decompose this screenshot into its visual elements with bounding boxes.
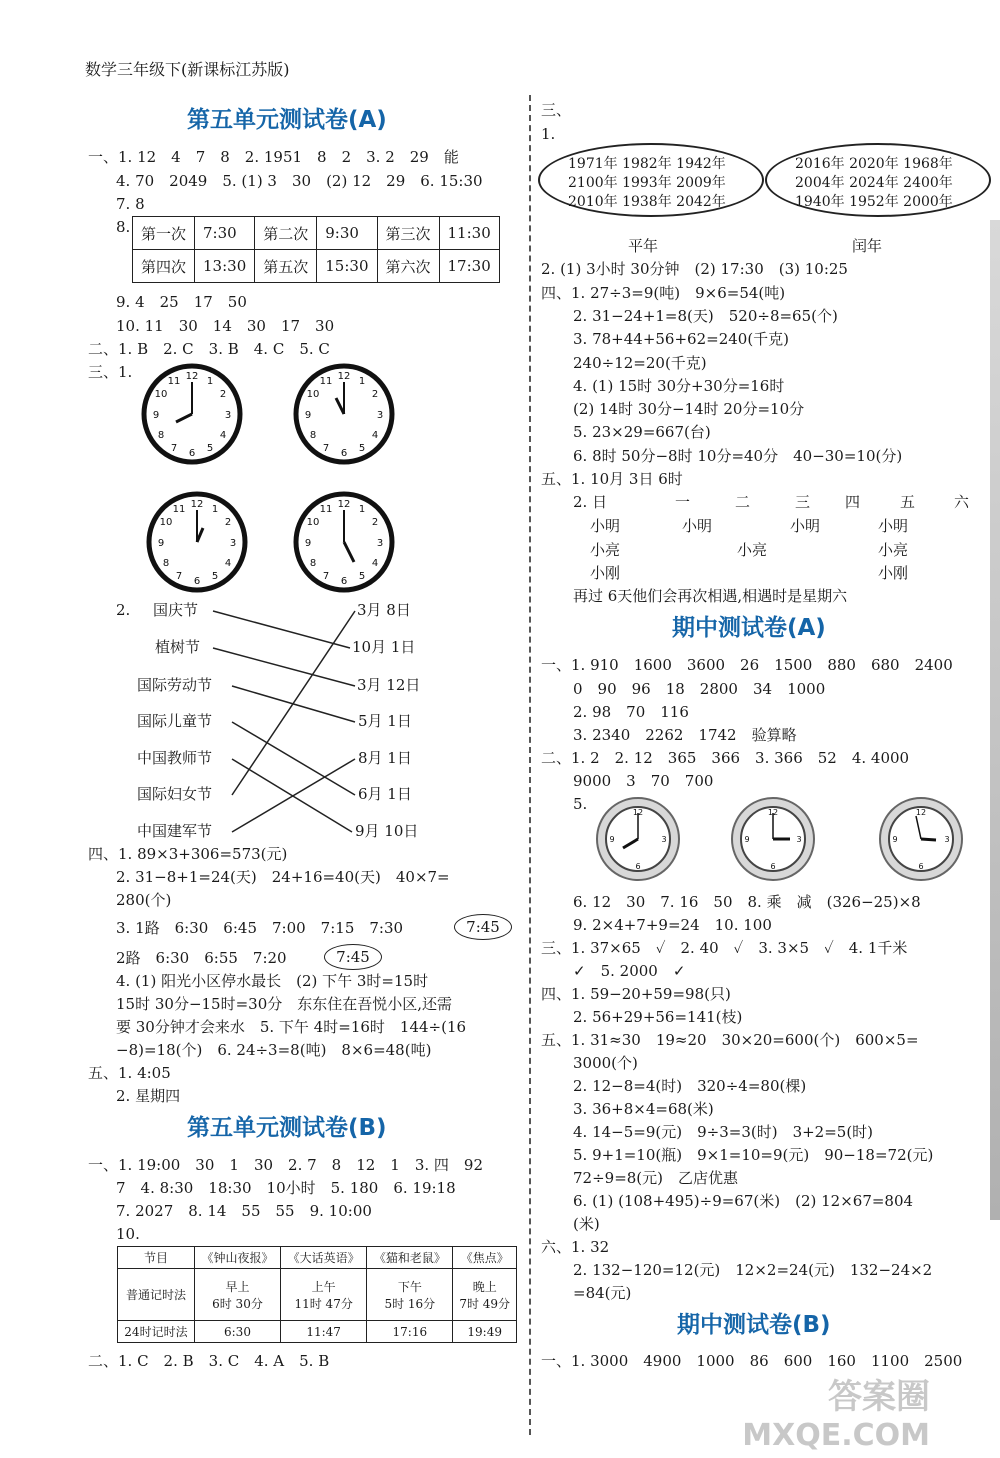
answer-line: 二、1. C 2. B 3. C 4. A 5. B: [88, 1352, 330, 1370]
answer-line: −8)=18(个) 6. 24÷3=8(吨) 8×6=48(吨): [116, 1041, 432, 1059]
answer-line: 4. (1) 15时 30分+30分=16时: [573, 377, 785, 395]
answer-line: 三、1. 37×65 ✓ 2. 40 ✓ 3. 3×5 ✓ 4. 1千米: [541, 939, 908, 957]
answer-line: 五、1. 4:05: [88, 1064, 171, 1082]
table-cell: 早上 6时 30分: [194, 1269, 280, 1321]
answer-line: 2. (1) 3小时 30分钟 (2) 17:30 (3) 10:25: [541, 260, 848, 278]
svg-text:8: 8: [309, 430, 317, 441]
clock-icon: [595, 796, 681, 882]
answer-line: 5. 23×29=667(台): [573, 423, 711, 441]
answer-line: (2) 14时 30分−14时 20分=10分: [573, 400, 805, 418]
svg-text:12: 12: [190, 499, 204, 510]
match-right-item: 9月 10日: [355, 822, 419, 840]
answer-line: 3. 36+8×4=68(米): [573, 1100, 714, 1118]
answer-line: 一、1. 19:00 30 1 30 2. 7 8 12 1 3. 四 92: [88, 1156, 483, 1174]
question-label: 2.: [116, 601, 131, 619]
svg-text:3: 3: [661, 835, 667, 844]
svg-text:12: 12: [915, 808, 927, 817]
svg-text:1: 1: [211, 504, 219, 515]
match-left-item: 中国教师节: [137, 749, 213, 767]
week-day: 四: [845, 493, 861, 511]
week-person: 小明: [790, 517, 821, 535]
answer-line: 280(个): [116, 891, 172, 909]
svg-text:11: 11: [319, 504, 333, 515]
svg-text:8: 8: [309, 558, 317, 569]
answer-line: (米): [573, 1215, 600, 1233]
table-cell: 节目: [118, 1247, 195, 1269]
week-person: 小亮: [590, 541, 621, 559]
svg-text:5: 5: [358, 443, 366, 454]
svg-text:4: 4: [224, 558, 232, 569]
question-label: 1.: [541, 125, 556, 143]
svg-text:5: 5: [211, 571, 219, 582]
answer-line: 5.: [573, 795, 588, 813]
svg-text:2: 2: [371, 517, 379, 528]
answer-line: 要 30分钟才会来水 5. 下午 4时=16时 144÷(16: [116, 1018, 467, 1036]
svg-text:10: 10: [154, 389, 168, 400]
table-cell: 《猫和老鼠》: [367, 1247, 453, 1269]
answer-line: 7. 8: [116, 195, 145, 213]
svg-text:6: 6: [340, 448, 348, 459]
answer-line: 四、1. 27÷3=9(吨) 9×6=54(吨): [541, 284, 786, 302]
answer-line: 2. 星期四: [116, 1087, 181, 1105]
svg-text:3: 3: [376, 538, 384, 549]
svg-text:7: 7: [170, 443, 178, 454]
answer-line: 2. 31−24+1=8(天) 520÷8=65(个): [573, 307, 838, 325]
svg-text:9: 9: [744, 835, 750, 844]
svg-text:8: 8: [157, 430, 165, 441]
table-cell: 第一次: [133, 217, 195, 250]
svg-text:2: 2: [371, 389, 379, 400]
circled-answer: 7:45: [454, 914, 512, 940]
match-lines: [0, 0, 530, 850]
match-right-item: 8月 1日: [358, 749, 412, 767]
answer-line: 15时 30分−15时=30分 东东住在吾悦小区,还需: [116, 995, 453, 1013]
answer-line: 10.: [116, 1225, 140, 1243]
answer-line: 4. (1) 阳光小区停水最长 (2) 下午 3时=15时: [116, 972, 429, 990]
table-cell: 6:30: [194, 1321, 280, 1343]
answer-line: 2. 56+29+56=141(枝): [573, 1008, 743, 1026]
svg-text:12: 12: [185, 371, 199, 382]
table-cell: 11:47: [281, 1321, 367, 1343]
answer-line: 6. 8时 50分−8时 10分=40分 40−30=10(分): [573, 447, 903, 465]
answer-line: 2. 31−8+1=24(天) 24+16=40(天) 40×7=: [116, 868, 450, 886]
answer-line: 3000(个): [573, 1054, 638, 1072]
svg-text:10: 10: [306, 517, 320, 528]
svg-text:11: 11: [167, 376, 181, 387]
table-cell: 24时记时法: [118, 1321, 195, 1343]
match-right-item: 3月 12日: [357, 676, 421, 694]
table-cell: 15:30: [317, 250, 377, 283]
svg-text:3: 3: [796, 835, 802, 844]
answer-line: 72÷9=8(元) 乙店优惠: [573, 1169, 739, 1187]
year-list: 1940年 1952年 2000年: [795, 194, 953, 210]
table-cell: 17:30: [439, 250, 499, 283]
svg-text:11: 11: [319, 376, 333, 387]
section-title-midterm-b: 期中测试卷(B): [677, 1312, 831, 1338]
answer-line: 2. 98 70 116: [573, 703, 689, 721]
section-title-midterm-a: 期中测试卷(A): [672, 615, 826, 641]
week-person: 小明: [590, 517, 621, 535]
answer-line: 9000 3 70 700: [573, 772, 714, 790]
svg-text:1: 1: [206, 376, 214, 387]
table-cell: 《焦点》: [453, 1247, 517, 1269]
match-right-item: 3月 8日: [357, 601, 411, 619]
time-table: [117, 1246, 517, 1343]
match-line: [232, 722, 355, 795]
answer-line: 7. 2027 8. 14 55 55 9. 10:00: [116, 1202, 372, 1220]
svg-text:7: 7: [322, 443, 330, 454]
match-left-item: 国际儿童节: [137, 712, 213, 730]
svg-text:4: 4: [371, 558, 379, 569]
svg-text:11: 11: [172, 504, 186, 515]
answer-line: 三、1.: [88, 363, 133, 381]
match-left-item: 植树节: [155, 638, 201, 656]
svg-text:12: 12: [337, 371, 351, 382]
answer-line: 9. 2×4+7+9=24 10. 100: [573, 916, 772, 934]
year-list: 2100年 1993年 2009年: [568, 175, 726, 191]
oval-label: 平年: [628, 237, 659, 255]
answer-line: 五、1. 10月 3日 6时: [541, 470, 683, 488]
table-cell: 第五次: [255, 250, 317, 283]
table-cell: 下午 5时 16分: [367, 1269, 453, 1321]
svg-text:9: 9: [892, 835, 898, 844]
page-edge: [990, 220, 1000, 1220]
svg-text:8: 8: [162, 558, 170, 569]
svg-text:3: 3: [224, 410, 232, 421]
svg-text:6: 6: [918, 862, 924, 871]
svg-text:6: 6: [193, 576, 201, 587]
answer-line: 四、1. 59−20+59=98(只): [541, 985, 731, 1003]
year-list: 1971年 1982年 1942年: [568, 156, 726, 172]
svg-text:3: 3: [376, 410, 384, 421]
table-cell: 13:30: [195, 250, 255, 283]
table-cell: 19:49: [453, 1321, 517, 1343]
svg-text:10: 10: [306, 389, 320, 400]
match-left-item: 中国建军节: [137, 822, 213, 840]
svg-text:2: 2: [224, 517, 232, 528]
answer-line: =84(元): [573, 1284, 632, 1302]
section-title-unit5-a: 第五单元测试卷(A): [187, 107, 387, 133]
clock-icon: [730, 796, 816, 882]
svg-text:6: 6: [188, 448, 196, 459]
svg-text:6: 6: [340, 576, 348, 587]
svg-text:5: 5: [358, 571, 366, 582]
week-day: 2. 日: [573, 493, 608, 511]
svg-text:6: 6: [770, 862, 776, 871]
clock-icon: [878, 796, 964, 882]
match-left-item: 国际劳动节: [137, 676, 213, 694]
svg-text:4: 4: [371, 430, 379, 441]
answer-line: 3. 1路 6:30 6:45 7:00 7:15 7:30: [116, 919, 404, 937]
week-person: 小明: [682, 517, 713, 535]
week-day: 三: [795, 493, 811, 511]
year-list: 2016年 2020年 1968年: [795, 156, 953, 172]
answer-line: 2. 12−8=4(时) 320÷4=80(棵): [573, 1077, 807, 1095]
svg-text:2: 2: [219, 389, 227, 400]
svg-text:5: 5: [206, 443, 214, 454]
svg-text:9: 9: [304, 538, 312, 549]
circled-answer: 7:45: [324, 944, 382, 970]
table-cell: 第二次: [255, 217, 317, 250]
week-person: 小亮: [737, 541, 768, 559]
match-right-item: 10月 1日: [352, 638, 416, 656]
table-cell: 7:30: [195, 217, 255, 250]
table-cell: 17:16: [367, 1321, 453, 1343]
section-title-unit5-b: 第五单元测试卷(B): [187, 1115, 387, 1141]
answer-line: 一、1. 910 1600 3600 26 1500 880 680 2400: [541, 656, 953, 674]
svg-text:3: 3: [944, 835, 950, 844]
answer-line: 5. 9+1=10(瓶) 9×1=10=9(元) 90−18=72(元): [573, 1146, 934, 1164]
answer-line: 4. 14−5=9(元) 9÷3=3(时) 3+2=5(时): [573, 1123, 874, 1141]
page-header: 数学三年级下(新课标江苏版): [85, 60, 290, 79]
table-cell: 9:30: [317, 217, 377, 250]
week-person: 小刚: [590, 564, 621, 582]
year-list: 2010年 1938年 2042年: [568, 194, 726, 210]
match-line: [232, 611, 355, 795]
answer-line: 0 90 96 18 2800 34 1000: [573, 680, 826, 698]
svg-text:9: 9: [157, 538, 165, 549]
answer-line: 四、1. 89×3+306=573(元): [88, 845, 288, 863]
answer-line: 6. (1) (108+495)÷9=67(米) (2) 12×67=804: [573, 1192, 914, 1210]
svg-text:3: 3: [229, 538, 237, 549]
svg-text:7: 7: [322, 571, 330, 582]
svg-text:7: 7: [175, 571, 183, 582]
svg-text:9: 9: [304, 410, 312, 421]
week-day: 五: [900, 493, 916, 511]
svg-text:12: 12: [337, 499, 351, 510]
answer-line: 4. 70 2049 5. (1) 3 30 (2) 12 29 6. 15:30: [116, 172, 483, 190]
svg-text:10: 10: [159, 517, 173, 528]
week-day: 二: [735, 493, 751, 511]
answer-line: 3. 2340 2262 1742 验算略: [573, 726, 797, 744]
answer-line: 6. 12 30 7. 16 50 8. 乘 减 (326−25)×8: [573, 893, 921, 911]
answer-line: 2路 6:30 6:55 7:20: [116, 949, 287, 967]
answer-line: 六、1. 32: [541, 1238, 610, 1256]
svg-text:1: 1: [358, 504, 366, 515]
oval-label: 闰年: [852, 237, 883, 255]
match-line: [213, 648, 355, 686]
week-person: 小明: [878, 517, 909, 535]
week-day: 一: [675, 493, 691, 511]
svg-text:9: 9: [152, 410, 160, 421]
answer-line: 再过 6天他们会再次相遇,相遇时是星期六: [573, 587, 848, 605]
year-list: 2004年 2024年 2400年: [795, 175, 953, 191]
table-cell: 晚上 7时 49分: [453, 1269, 517, 1321]
table-cell: 第六次: [377, 250, 439, 283]
section-label: 三、: [541, 101, 572, 119]
match-left-item: 国庆节: [153, 601, 199, 619]
table-cell: 《大话英语》: [281, 1247, 367, 1269]
answer-line: 8.: [116, 218, 131, 236]
table-cell: 上午 11时 47分: [281, 1269, 367, 1321]
svg-text:9: 9: [609, 835, 615, 844]
watermark-url: MXQE.COM: [742, 1418, 930, 1453]
match-line: [213, 611, 350, 648]
week-person: 小刚: [878, 564, 909, 582]
answer-line: 7 4. 8:30 18:30 10小时 5. 180 6. 19:18: [116, 1179, 456, 1197]
answer-line: 二、1. 2 2. 12 365 366 3. 366 52 4. 4000: [541, 749, 910, 767]
match-left-item: 国际妇女节: [137, 785, 213, 803]
answer-line: ✓ 5. 2000 ✓: [573, 962, 686, 980]
table-cell: 11:30: [439, 217, 499, 250]
svg-text:12: 12: [632, 808, 644, 817]
week-day: 六: [954, 493, 970, 511]
match-right-item: 6月 1日: [358, 785, 412, 803]
answer-line: 9. 4 25 17 50: [116, 293, 247, 311]
match-right-item: 5月 1日: [358, 712, 412, 730]
answer-line: 五、1. 31≈30 19≈20 30×20=600(个) 600×5=: [541, 1031, 919, 1049]
watermark-logo: 答案圈: [828, 1377, 930, 1417]
table-cell: 第三次: [377, 217, 439, 250]
answer-line: 二、1. B 2. C 3. B 4. C 5. C: [88, 340, 330, 358]
answer-line: 2. 132−120=12(元) 12×2=24(元) 132−24×2: [573, 1261, 933, 1279]
svg-text:6: 6: [635, 862, 641, 871]
svg-text:4: 4: [219, 430, 227, 441]
table-cell: 第四次: [133, 250, 195, 283]
svg-text:1: 1: [358, 376, 366, 387]
answer-line: 一、1. 3000 4900 1000 86 600 160 1100 2500: [541, 1352, 963, 1370]
answer-line: 一、1. 12 4 7 8 2. 1951 8 2 3. 2 29 能: [88, 148, 459, 166]
answer-line: 240÷12=20(千克): [573, 354, 707, 372]
answer-line: 10. 11 30 14 30 17 30: [116, 317, 335, 335]
svg-text:12: 12: [767, 808, 779, 817]
answer-line: 3. 78+44+56+62=240(千克): [573, 330, 790, 348]
table-cell: 普通记时法: [118, 1269, 195, 1321]
table-cell: 《钟山夜报》: [194, 1247, 280, 1269]
week-person: 小亮: [878, 541, 909, 559]
